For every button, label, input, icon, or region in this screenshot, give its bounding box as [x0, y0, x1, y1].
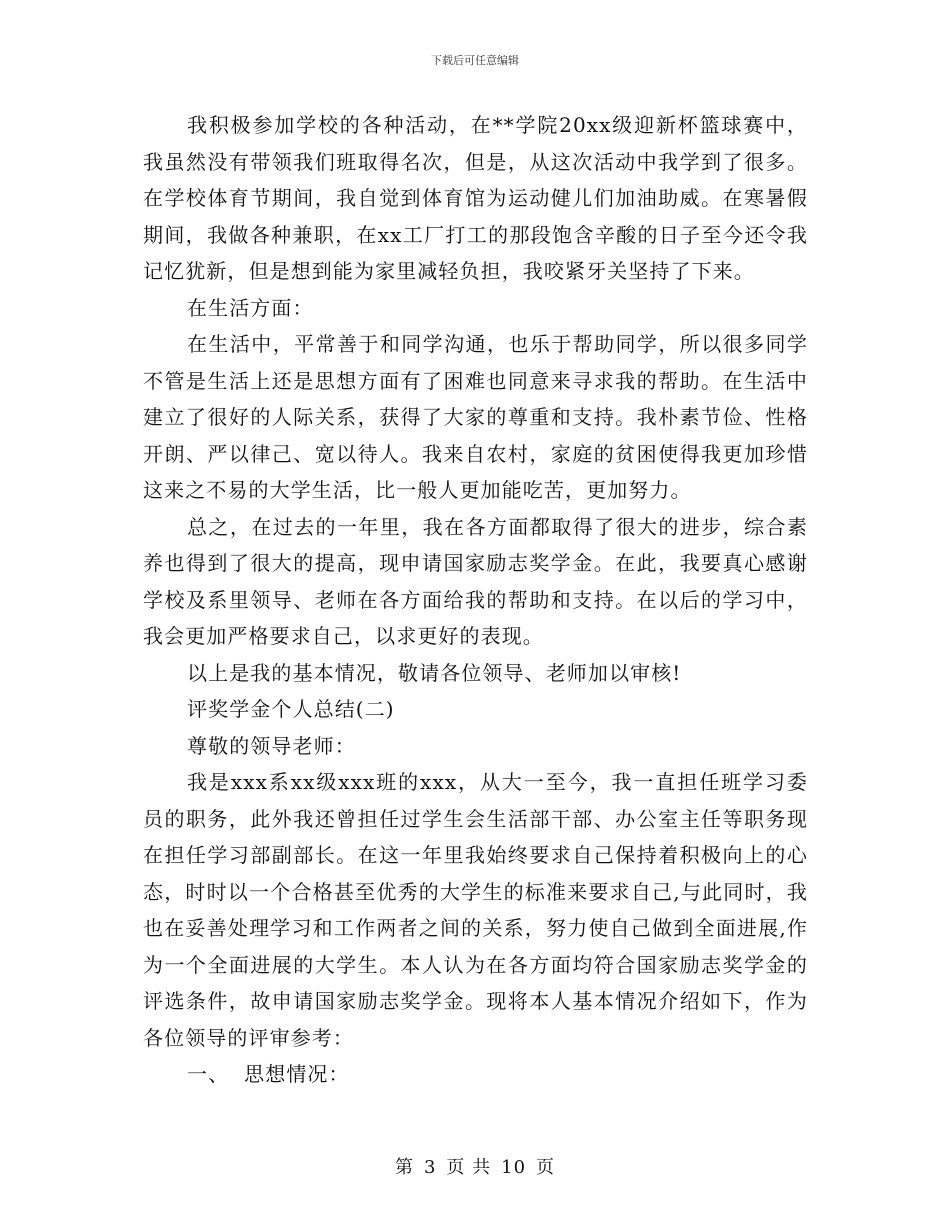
heading-life: 在生活方面： — [187, 295, 314, 320]
footer-prefix: 第 — [394, 1157, 414, 1178]
paragraph-summary: 总之，在过去的一年里，我在各方面都取得了很大的进步，综合素养也得到了很大的提高，现申请国家励志奖学金。在此，我要真心感谢学校及系里领导、老师在各方面给我的帮助和支持。在以后的学习中，我会更加严格要求自己，以求更好的表现。 — [143, 514, 808, 648]
page-footer — [0, 1153, 950, 1179]
footer-total-pages: 10 — [501, 1157, 527, 1178]
footer-suffix: 页 — [536, 1157, 556, 1178]
paragraph-life: 在生活中，平常善于和同学沟通，也乐于帮助同学，所以很多同学不管是生活上还是思想方面有了困难也同意来寻求我的帮助。在生活中建立了很好的人际关系，获得了大家的尊重和支持。我朴素节俭、性格开朗、严以律己、宽以待人。我来自农村，家庭的贫困使得我更加珍惜这来之不易的大学生活，比一般人更加能吃苦，更加努力。 — [143, 332, 808, 502]
footer-middle: 页 共 — [446, 1157, 492, 1178]
paragraph-closing: 以上是我的基本情况，敬请各位领导、老师加以审核! — [187, 660, 682, 685]
paragraph-introduction: 我是xxx系xx级xxx班的xxx，从大一至今，我一直担任班学习委员的职务，此外我还曾担任过学生会生活部干部、办公室主任等职务现在担任学习部副部长。在这一年里我始终要求自己保持着积极向上的心态，时时以一个合格甚至优秀的大学生的标准来要求自己,与此同时，我也在妥善处理学习和工作两者之间的关系，努力使自己做到全面进展,作为一个全面进展的大学生。本人认为在各方面均符合国家励志奖学金的评选条件，故申请国家励志奖学金。现将本人基本情况介绍如下，作为各位领导的评审参考： — [143, 770, 808, 1050]
section-title-two: 评奖学金个人总结(二) — [187, 697, 395, 721]
document-body — [143, 107, 808, 1093]
heading-thought: 一、 思想情况： — [187, 1062, 350, 1086]
footer-current-page: 3 — [423, 1157, 437, 1178]
salutation: 尊敬的领导老师： — [187, 733, 356, 758]
paragraph-activities: 我积极参加学校的各种活动，在**学院20xx级迎新杯篮球赛中，我虽然没有带领我们班取得名次，但是，从这次活动中我学到了很多。在学校体育节期间，我自觉到体育馆为运动健儿们加油助威。在寒暑假期间，我做各种兼职，在xx工厂打工的那段饱含辛酸的日子至今还令我记忆犹新，但是想到能为家里减轻负担，我咬紧牙关坚持了下来。 — [143, 113, 808, 283]
page-header: 下载后可任意编辑 — [431, 54, 519, 67]
